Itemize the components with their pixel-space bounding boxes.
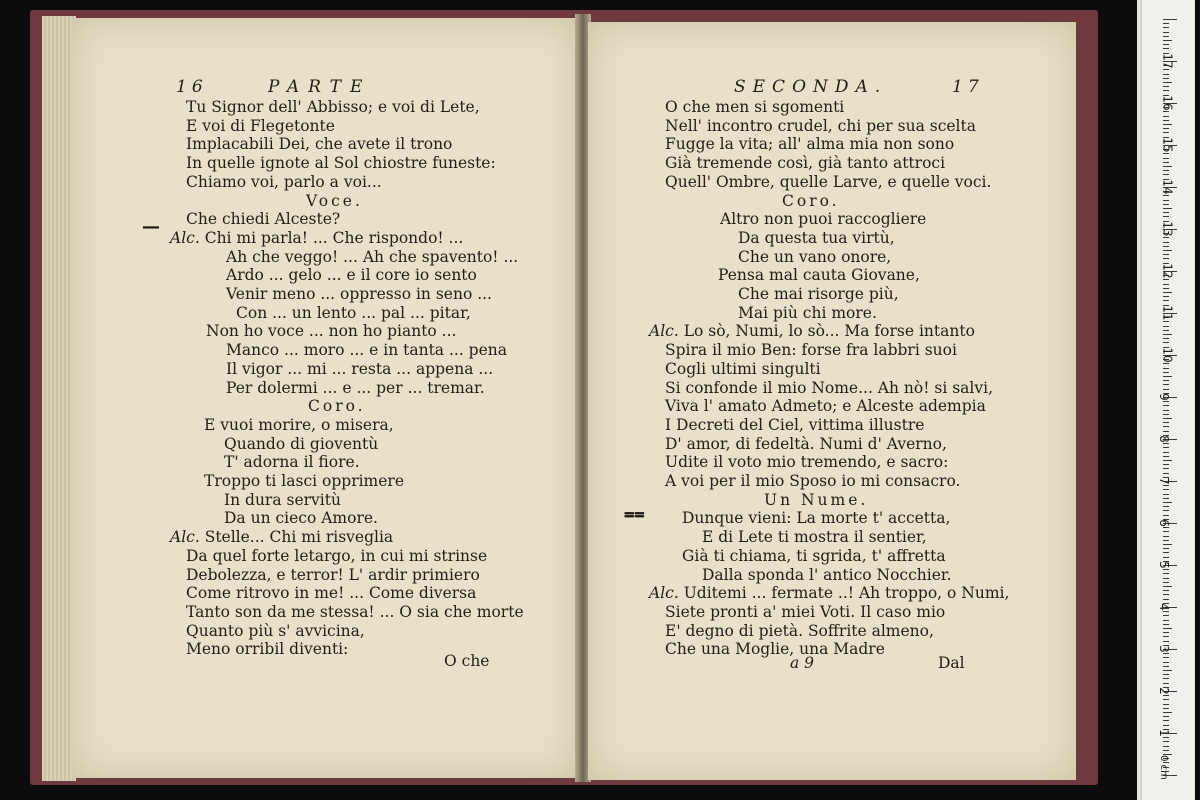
text-line xyxy=(224,491,341,509)
line-text: Già tremende così, già tanto attroci xyxy=(665,154,946,173)
ruler-tick xyxy=(1163,468,1169,469)
line-text: Già ti chiama, ti sgrida, t' affretta xyxy=(682,546,946,565)
line-text: Un Nume. xyxy=(764,490,869,509)
line-text: D' amor, di fedeltà. Numi d' Averno, xyxy=(665,434,947,453)
line-text: T' adorna il fiore. xyxy=(224,453,360,472)
ruler-number: 12 xyxy=(1160,263,1175,279)
ruler-tick xyxy=(1163,200,1169,201)
ruler-tick xyxy=(1163,741,1169,742)
ruler-tick xyxy=(1163,44,1169,45)
ruler-tick xyxy=(1163,250,1172,251)
speaker-label: Alc. xyxy=(649,322,679,341)
line-text: Viva l' amato Admeto; e Alceste adempia xyxy=(665,397,986,416)
text-line xyxy=(718,266,920,284)
text-line xyxy=(186,622,365,640)
line-text: Uditemi ... fermate ..! Ah troppo, o Numi, xyxy=(683,584,1010,603)
ruler-tick xyxy=(1163,422,1169,423)
ruler-tick xyxy=(1163,569,1169,570)
text-line xyxy=(226,266,477,284)
ruler-tick xyxy=(1163,695,1169,696)
page-number-right: 17 xyxy=(952,77,984,97)
line-text: Stelle... Chi mi risveglia xyxy=(204,528,394,547)
ruler-tick xyxy=(1163,712,1172,713)
text-line xyxy=(649,322,975,340)
line-text: E vuoi morire, o misera, xyxy=(204,415,394,434)
ruler-tick xyxy=(1163,23,1169,24)
ruler-tick xyxy=(1163,552,1169,553)
ruler-tick xyxy=(1163,615,1169,616)
line-text: Che mai risorge più, xyxy=(738,285,899,303)
ruler-tick xyxy=(1163,426,1169,427)
ruler-tick xyxy=(1163,380,1169,381)
ruler-tick xyxy=(1163,720,1169,721)
text-line xyxy=(764,491,868,509)
catchword-left: O che xyxy=(444,652,490,670)
ruler-tick xyxy=(1163,132,1169,133)
ruler-tick xyxy=(1163,78,1169,79)
ruler-tick xyxy=(1163,212,1169,213)
ruler-tick xyxy=(1163,632,1169,633)
text-line xyxy=(665,435,947,453)
ruler-tick xyxy=(1163,620,1169,621)
text-line xyxy=(738,248,891,266)
line-text: Tanto son da me stessa! ... O sia che morte xyxy=(186,602,524,621)
text-line xyxy=(665,154,945,172)
text-line xyxy=(665,135,954,153)
ruler-tick xyxy=(1163,666,1169,667)
ruler-tick xyxy=(1163,254,1169,255)
ruler-tick xyxy=(1163,746,1169,747)
text-line xyxy=(665,360,821,378)
ruler-tick xyxy=(1163,258,1169,259)
line-text: Come ritrovo in me! ... Come diversa xyxy=(186,584,477,603)
ruler-tick xyxy=(1163,594,1169,595)
text-line xyxy=(204,472,404,490)
line-text: A voi per il mio Sposo io mi consacro. xyxy=(665,472,961,490)
text-line xyxy=(186,98,480,116)
ruler-tick xyxy=(1163,69,1169,70)
ruler-tick xyxy=(1163,90,1169,91)
text-line xyxy=(306,192,363,210)
text-line xyxy=(682,509,950,527)
ruler-tick xyxy=(1163,111,1169,112)
text-line xyxy=(702,528,927,546)
ruler-tick xyxy=(1163,401,1169,402)
line-text: Spira il mio Ben: forse fra labbri suoi xyxy=(665,341,957,360)
ruler-tick xyxy=(1163,473,1169,474)
line-text: Venir meno ... oppresso in seno ... xyxy=(226,285,492,303)
ruler-tick xyxy=(1163,27,1169,28)
line-text: Che un vano onore, xyxy=(738,247,892,266)
text-line xyxy=(226,341,507,359)
ruler-tick xyxy=(1163,48,1169,49)
text-line xyxy=(186,117,335,135)
ruler-tick xyxy=(1163,662,1169,663)
ruler-tick xyxy=(1163,578,1169,579)
ruler-number: 9 xyxy=(1156,393,1171,401)
text-line xyxy=(186,584,476,602)
ruler-tick xyxy=(1163,544,1172,545)
line-text: Quando di gioventù xyxy=(224,434,379,453)
ruler-number: 4 xyxy=(1156,603,1171,611)
left-page xyxy=(72,18,577,778)
line-text: Udite il voto mio tremendo, e sacro: xyxy=(665,453,949,472)
ruler-tick xyxy=(1163,678,1169,679)
ruler-tick xyxy=(1163,204,1169,205)
ruler-tick xyxy=(1163,326,1169,327)
ruler-tick xyxy=(1163,750,1169,751)
ruler-tick xyxy=(1163,452,1169,453)
ruler-tick xyxy=(1163,683,1169,684)
text-line xyxy=(665,472,960,490)
text-line xyxy=(170,528,393,546)
text-line xyxy=(665,622,934,640)
ruler-tick xyxy=(1163,410,1169,411)
text-line xyxy=(665,640,885,658)
ruler-tick xyxy=(1163,338,1169,339)
line-text: E di Lete ti mostra il sentier, xyxy=(702,528,927,547)
line-text: E' degno di pietà. Soffrite almeno, xyxy=(665,621,934,640)
line-text: Siete pronti a' miei Voti. Il caso mio xyxy=(665,602,946,621)
ruler-tick xyxy=(1163,716,1169,717)
line-text: Non ho voce ... non ho pianto ... xyxy=(206,322,457,341)
line-text: Ardo ... gelo ... e il core io sento xyxy=(226,266,477,285)
ruler-tick xyxy=(1163,540,1169,541)
right-page xyxy=(588,22,1076,780)
ruler-number: 16 xyxy=(1160,95,1175,111)
ruler-tick xyxy=(1163,624,1169,625)
text-line xyxy=(308,397,366,415)
line-text: Fugge la vita; all' alma mia non sono xyxy=(665,135,955,154)
line-text: E voi di Flegetonte xyxy=(186,116,335,135)
running-head-left: PARTE xyxy=(268,77,372,97)
ruler-tick xyxy=(1163,300,1169,301)
text-line xyxy=(665,603,945,621)
ruler-tick xyxy=(1163,19,1177,20)
ruler-tick xyxy=(1163,372,1169,373)
ruler-tick xyxy=(1163,174,1169,175)
ruler-number: 1 xyxy=(1156,729,1171,737)
text-line xyxy=(186,135,452,153)
ruler-tick xyxy=(1163,548,1169,549)
ruler-number: 10 xyxy=(1160,347,1175,363)
ruler-tick xyxy=(1163,498,1169,499)
ruler-tick xyxy=(1163,158,1169,159)
text-line xyxy=(226,285,492,303)
text-line xyxy=(186,640,348,658)
text-line xyxy=(720,210,926,228)
ruler-number: 3 xyxy=(1156,645,1171,653)
line-text: Chi mi parla! ... Che rispondo! ... xyxy=(204,228,464,247)
ruler-tick xyxy=(1163,699,1169,700)
ruler-tick xyxy=(1163,636,1169,637)
ruler-tick xyxy=(1163,40,1172,41)
ruler-tick xyxy=(1163,242,1169,243)
ruler-tick xyxy=(1163,641,1169,642)
ruler-tick xyxy=(1163,74,1169,75)
text-line xyxy=(236,304,471,322)
ruler-tick xyxy=(1163,279,1169,280)
ruler-number: 6 xyxy=(1156,519,1171,527)
ruler-tick xyxy=(1163,599,1169,600)
line-text: Dunque vieni: La morte t' accetta, xyxy=(682,509,951,528)
ruler-tick xyxy=(1163,515,1169,516)
ruler-tick xyxy=(1163,628,1172,629)
ruler-tick xyxy=(1163,536,1169,537)
ruler-tick xyxy=(1163,246,1169,247)
line-text: Da quel forte letargo, in cui mi strinse xyxy=(186,546,488,565)
ruler-tick xyxy=(1163,166,1172,167)
ruler-tick xyxy=(1163,288,1169,289)
ruler-tick xyxy=(1163,162,1169,163)
text-line xyxy=(665,173,991,191)
line-text: I Decreti del Ciel, vittima illustre xyxy=(665,415,925,434)
text-line xyxy=(702,566,952,584)
ruler-tick xyxy=(1163,292,1172,293)
ruler-number: 13 xyxy=(1160,221,1175,237)
ruler-tick xyxy=(1163,737,1169,738)
catchword-right: Dal xyxy=(938,654,965,672)
line-text: Da questa tua virtù, xyxy=(738,228,895,247)
ruler-tick xyxy=(1163,586,1172,587)
text-line xyxy=(186,566,480,584)
ruler-tick xyxy=(1163,32,1169,33)
ruler-tick xyxy=(1163,414,1169,415)
ruler-tick xyxy=(1163,284,1169,285)
ruler-tick xyxy=(1163,582,1169,583)
text-line xyxy=(186,154,496,172)
line-text: Che una Moglie, una Madre xyxy=(665,640,885,659)
line-text: Voce. xyxy=(306,191,363,210)
signature-mark: a 9 xyxy=(790,654,815,672)
line-text: O che men si sgomenti xyxy=(665,98,845,116)
line-text: Altro non puoi raccogliere xyxy=(720,210,927,229)
line-text: Ah che veggo! ... Ah che spavento! ... xyxy=(226,247,519,266)
line-text: In dura servitù xyxy=(224,490,341,509)
ruler-tick xyxy=(1163,670,1172,671)
ruler-tick xyxy=(1163,237,1169,238)
speaker-label: Alc. xyxy=(170,228,200,247)
ruler-number: 5 xyxy=(1156,561,1171,569)
ruler-tick xyxy=(1163,153,1169,154)
line-text: Mai più chi more. xyxy=(738,303,877,322)
line-text: Quell' Ombre, quelle Larve, e quelle voci. xyxy=(665,172,992,191)
text-line xyxy=(204,416,394,434)
ruler-tick xyxy=(1163,431,1169,432)
text-line xyxy=(782,192,840,210)
text-line xyxy=(186,210,340,228)
line-text: Debolezza, e terror! L' ardir primiero xyxy=(186,565,480,584)
ruler-tick xyxy=(1163,376,1172,377)
ruler-tick xyxy=(1163,170,1169,171)
ruler-number: 8 xyxy=(1156,435,1171,443)
ruler-tick xyxy=(1163,208,1172,209)
text-line xyxy=(224,435,378,453)
ruler-tick xyxy=(1163,363,1169,364)
ruler-tick xyxy=(1163,527,1169,528)
ruler-tick xyxy=(1163,36,1169,37)
text-line xyxy=(226,248,518,266)
text-line xyxy=(186,173,382,191)
line-text: Pensa mal cauta Giovane, xyxy=(718,266,920,285)
ruler-tick xyxy=(1163,489,1169,490)
ruler-tick xyxy=(1163,590,1169,591)
text-line xyxy=(186,603,524,621)
ruler-tick xyxy=(1163,531,1169,532)
ruler-tick xyxy=(1163,557,1169,558)
ruler-tick xyxy=(1163,216,1169,217)
ruler-tick xyxy=(1163,704,1169,705)
text-line xyxy=(665,397,986,415)
line-text: Da un cieco Amore. xyxy=(224,509,378,528)
ruler-tick xyxy=(1163,368,1169,369)
ruler-tick xyxy=(1163,443,1169,444)
ruler-tick xyxy=(1163,321,1169,322)
page-edges xyxy=(42,16,76,781)
ruler-number: 11 xyxy=(1160,305,1175,321)
ruler-tick xyxy=(1163,116,1169,117)
margin-mark-right: ⩵ xyxy=(624,503,645,524)
ruler-tick xyxy=(1163,128,1169,129)
text-line xyxy=(665,341,957,359)
ruler-tick xyxy=(1163,725,1169,726)
text-line xyxy=(206,322,456,340)
ruler-tick xyxy=(1163,573,1169,574)
text-line xyxy=(738,304,877,322)
ruler-tick xyxy=(1163,674,1169,675)
running-head-right: SECONDA. xyxy=(734,77,888,97)
ruler-tick xyxy=(1163,447,1169,448)
ruler-tick xyxy=(1163,124,1172,125)
ruler-tick xyxy=(1163,418,1172,419)
ruler-tick xyxy=(1163,506,1169,507)
ruler-tick xyxy=(1163,82,1172,83)
text-line xyxy=(738,229,895,247)
text-line xyxy=(170,229,463,247)
ruler-tick xyxy=(1163,611,1169,612)
ruler-tick xyxy=(1163,389,1169,390)
line-text: Meno orribil diventi: xyxy=(186,640,349,659)
ruler-tick xyxy=(1163,456,1169,457)
text-line xyxy=(665,117,976,135)
margin-mark-left: — xyxy=(142,216,160,237)
text-line xyxy=(665,379,993,397)
ruler-tick xyxy=(1163,296,1169,297)
line-text: Cogli ultimi singulti xyxy=(665,359,821,378)
speaker-label: Alc. xyxy=(649,584,679,603)
ruler-tick xyxy=(1163,464,1169,465)
speaker-label: Alc. xyxy=(170,528,200,547)
ruler-tick xyxy=(1163,485,1169,486)
line-text: Dalla sponda l' antico Nocchier. xyxy=(702,565,952,584)
line-text: Nell' incontro crudel, chi per sua scelta xyxy=(665,116,976,135)
text-line xyxy=(665,416,924,434)
line-text: In quelle ignote al Sol chiostre funeste: xyxy=(186,154,496,173)
ruler-tick xyxy=(1163,342,1169,343)
text-line xyxy=(665,98,844,116)
ruler-tick xyxy=(1163,86,1169,87)
page-number-left: 16 xyxy=(176,77,208,97)
ruler-unit: 0 cm xyxy=(1157,755,1169,780)
line-text: Lo sò, Numi, lo sò... Ma forse intanto xyxy=(683,322,975,341)
line-text: Il vigor ... mi ... resta ... appena ... xyxy=(226,359,494,378)
ruler-number: 14 xyxy=(1160,179,1175,195)
ruler-tick xyxy=(1163,708,1169,709)
line-text: Con ... un lento ... pal ... pitar, xyxy=(236,303,471,322)
text-line xyxy=(226,379,485,397)
line-text: Per dolermi ... e ... per ... tremar. xyxy=(226,378,485,397)
text-line xyxy=(649,584,1009,602)
ruler-tick xyxy=(1163,653,1169,654)
ruler-number: 17 xyxy=(1160,53,1175,69)
ruler-tick xyxy=(1163,334,1172,335)
line-text: Troppo ti lasci opprimere xyxy=(204,472,405,490)
text-line xyxy=(226,360,493,378)
ruler-number: 15 xyxy=(1160,137,1175,153)
text-line xyxy=(224,453,360,471)
line-text: Implacabili Dei, che avete il trono xyxy=(186,135,453,154)
ruler-tick xyxy=(1163,120,1169,121)
ruler-tick xyxy=(1163,195,1169,196)
text-line xyxy=(224,509,378,527)
ruler-tick xyxy=(1163,510,1169,511)
line-text: Che chiedi Alceste? xyxy=(186,210,341,229)
ruler-tick xyxy=(1163,502,1172,503)
text-line xyxy=(738,285,899,303)
ruler-number: 7 xyxy=(1156,477,1171,485)
line-text: Coro. xyxy=(308,397,366,416)
ruler-tick xyxy=(1163,657,1169,658)
line-text: Tu Signor dell' Abbisso; e voi di Lete, xyxy=(186,98,480,116)
line-text: Manco ... moro ... e in tanta ... pena xyxy=(226,341,507,360)
ruler-tick xyxy=(1163,330,1169,331)
line-text: Chiamo voi, parlo a voi... xyxy=(186,172,382,191)
ruler-number: 2 xyxy=(1156,687,1171,695)
line-text: Si confonde il mio Nome... Ah nò! si salvi, xyxy=(665,378,994,397)
ruler-tick xyxy=(1163,460,1172,461)
line-text: Quanto più s' avvicina, xyxy=(186,621,365,640)
ruler-tick xyxy=(1163,405,1169,406)
text-line xyxy=(682,547,946,565)
ruler-tick xyxy=(1163,494,1169,495)
ruler-tick xyxy=(1163,384,1169,385)
text-line xyxy=(186,547,487,565)
text-line xyxy=(665,453,948,471)
line-text: Coro. xyxy=(782,191,840,210)
